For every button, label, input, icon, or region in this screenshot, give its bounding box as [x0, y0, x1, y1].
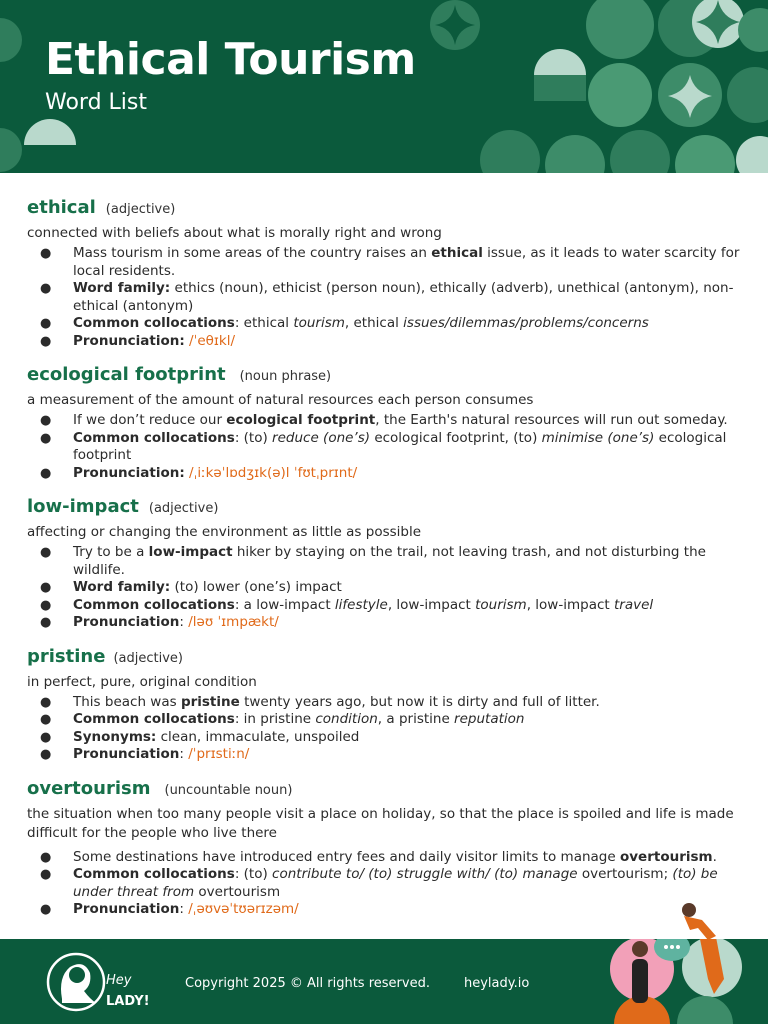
pronunciation [27, 333, 742, 351]
header-banner [0, 0, 768, 173]
bullet-text: reputation [454, 711, 525, 727]
bullet-text: Synonyms: [73, 728, 157, 745]
bullet-dot-icon: ● [40, 729, 52, 745]
bullet-text: Mass tourism in some areas of the country raises an [73, 245, 432, 261]
bullet-text: lifestyle [334, 596, 388, 613]
bullet-text: Pronunciation: [73, 332, 185, 349]
example-sentence [27, 849, 742, 867]
bullet-text: Common collocations [73, 866, 235, 882]
bullet-text: , low-impact [387, 596, 476, 613]
bullet-dot-icon: ● [40, 333, 52, 349]
bullet-text: issues/dilemmas/problems/concerns [403, 315, 649, 331]
bullet-text: ethics (noun), ethicist (person noun), ethically (adverb), unethical (antonym), non-ethical (antonym) [73, 280, 734, 314]
entry-part-of-speech: (adjective) [105, 202, 176, 217]
example-sentence [27, 544, 742, 579]
bullet-text: tourism [475, 596, 527, 613]
bullet-dot-icon: ● [40, 281, 52, 296]
common-collocations [27, 597, 742, 615]
word-family [27, 280, 742, 315]
logo-text-lady: LADY! [106, 994, 150, 1009]
bullet-text: Common collocations [73, 429, 235, 446]
logo-text-hey: Hey [106, 973, 132, 988]
bullet-text: Common collocations [73, 315, 235, 331]
bullet-dot-icon: ● [40, 316, 52, 331]
bullet-text: reduce (one’s) [272, 429, 371, 446]
pronunciation-ipa: /ˌiːkəˈlɒdʒɪk(ə)l ˈfʊtˌprɪnt/ [184, 464, 358, 481]
bullet-dot-icon: ● [40, 849, 52, 865]
entry-bullets [27, 694, 742, 764]
entry-pristine [27, 645, 742, 764]
entry-word: overtourism [27, 777, 151, 799]
pronunciation-ipa: /ləʊ ˈɪmpækt/ [188, 614, 279, 630]
word-list [27, 196, 742, 919]
example-sentence [27, 245, 742, 280]
pronunciation [27, 614, 742, 632]
bullet-text: : (to) [234, 429, 273, 446]
bullet-dot-icon: ● [40, 615, 52, 630]
entry-part-of-speech: (adjective) [113, 650, 183, 666]
bullet-text: : in pristine [234, 711, 316, 727]
bullet-text: If we don’t reduce our [73, 412, 227, 428]
bullet-dot-icon: ● [40, 545, 52, 560]
bullet-text: overtourism [619, 848, 713, 865]
common-collocations [27, 315, 742, 333]
entry-word: ethical [27, 197, 96, 218]
bullet-text: ecological footprint [73, 429, 727, 463]
page-subtitle: Word List [45, 90, 147, 115]
entry-word: pristine [27, 645, 106, 667]
bullet-text: (to) lower (one’s) impact [170, 579, 342, 595]
bullet-text: minimise (one’s) [541, 429, 655, 446]
bullet-dot-icon: ● [40, 867, 52, 882]
bullet-text: (to) be under threat from [73, 866, 718, 900]
bullet-text: , low-impact [526, 596, 614, 613]
pronunciation-ipa: /ˈprɪstiːn/ [188, 746, 250, 762]
pronunciation-ipa: /ˈeθɪkl/ [184, 332, 236, 349]
entry-word: low-impact [27, 496, 139, 517]
bullet-text: Pronunciation [73, 746, 180, 762]
bullet-text: ecological footprint [226, 412, 376, 428]
bullet-text: overtourism; [577, 866, 673, 882]
example-sentence [27, 694, 742, 712]
bullet-text: ecological footprint, (to) [370, 429, 542, 446]
bullet-dot-icon: ● [40, 465, 52, 481]
page-title: Ethical Tourism [45, 34, 416, 85]
synonyms [27, 729, 742, 747]
bullet-dot-icon: ● [40, 246, 52, 261]
bullet-text: ethical [431, 245, 483, 261]
entry-ethical [27, 196, 742, 350]
bullet-text: hiker by staying on the trail, not leaving trash, and not disturbing the wildlife. [73, 544, 706, 578]
pronunciation [27, 901, 742, 919]
entry-bullets [27, 544, 742, 632]
entry-bullets [27, 245, 742, 350]
entry-definition: connected with beliefs about what is morally right and wrong [27, 225, 442, 241]
entry-definition: the situation when too many people visit a place on holiday, so that the place is spoiled and life is made difficult for the people who live there [27, 805, 734, 841]
bullet-dot-icon: ● [40, 597, 52, 613]
decorative-pattern [0, 0, 768, 173]
bullet-text: . [712, 848, 717, 865]
bullet-text: , ethical [344, 315, 404, 331]
bullet-text: issue, as it leads to water scarcity for local residents. [73, 245, 740, 279]
bullet-dot-icon: ● [40, 747, 52, 762]
heylady-logo-icon [48, 954, 104, 1010]
bullet-text: : a low-impact [234, 596, 335, 613]
bullet-text: , the Earth's natural resources will run out someday. [375, 412, 728, 428]
bullet-text: travel [613, 596, 654, 613]
entry-part-of-speech: (noun phrase) [239, 369, 332, 384]
bullet-text: low-impact [148, 544, 233, 560]
bullet-text: contribute to/ (to) struggle with/ (to) manage [272, 866, 578, 882]
example-sentence [27, 412, 742, 430]
bullet-text: Pronunciation [73, 614, 180, 630]
entry-definition: affecting or changing the environment as little as possible [27, 524, 422, 540]
bullet-text: : ethical [234, 315, 294, 331]
bullet-text: twenty years ago, but now it is dirty and full of litter. [239, 693, 600, 710]
bullet-text: Common collocations [73, 711, 235, 727]
bullet-dot-icon: ● [40, 413, 52, 428]
bullet-text: condition [315, 711, 378, 727]
bullet-text: This beach was [73, 693, 181, 710]
entry-part-of-speech: (adjective) [148, 501, 219, 516]
website-link[interactable]: heylady.io [464, 976, 530, 991]
word-family [27, 579, 742, 597]
bullet-dot-icon: ● [40, 712, 52, 727]
bullet-dot-icon: ● [40, 430, 52, 446]
entry-overtourism [27, 777, 742, 919]
bullet-text: , a pristine [377, 711, 455, 727]
common-collocations [27, 711, 742, 729]
pronunciation [27, 465, 742, 483]
bullet-text: : [179, 614, 189, 630]
bullet-text: Word family: [73, 579, 171, 595]
bullet-text: : [179, 746, 189, 762]
people-illustration [610, 939, 742, 1024]
entry-bullets [27, 849, 742, 919]
pronunciation-ipa: /ˌəʊvəˈtʊərɪzəm/ [188, 901, 299, 917]
entry-bullets [27, 412, 742, 482]
entry-ecological-footprint [27, 363, 742, 482]
bullet-text: Word family: [73, 280, 171, 296]
entry-word: ecological footprint [27, 364, 226, 385]
entry-low-impact [27, 495, 742, 632]
bullet-text: : (to) [234, 866, 273, 882]
entry-definition: a measurement of the amount of natural resources each person consumes [27, 392, 534, 408]
bullet-text: Try to be a [73, 544, 149, 560]
common-collocations [27, 866, 742, 901]
bullet-text: Common collocations [73, 596, 235, 613]
copyright-text: Copyright 2025 © All rights reserved. [185, 976, 430, 991]
pronunciation [27, 746, 742, 764]
bullet-text: : [179, 901, 189, 917]
bullet-dot-icon: ● [40, 902, 52, 917]
bullet-text: Pronunciation [73, 901, 180, 917]
bullet-dot-icon: ● [40, 580, 52, 595]
bullet-text: clean, immaculate, unspoiled [156, 728, 360, 745]
bullet-text: tourism [293, 315, 345, 331]
bullet-text: pristine [180, 693, 240, 710]
entry-definition: in perfect, pure, original condition [27, 673, 257, 690]
bullet-text: Pronunciation: [73, 464, 185, 481]
bullet-text: Some destinations have introduced entry fees and daily visitor limits to manage [73, 848, 620, 865]
bullet-dot-icon: ● [40, 694, 52, 710]
common-collocations [27, 430, 742, 465]
bullet-text: overtourism [194, 883, 281, 900]
person-on-top-icon [672, 900, 742, 940]
entry-part-of-speech: (uncountable noun) [164, 782, 293, 798]
